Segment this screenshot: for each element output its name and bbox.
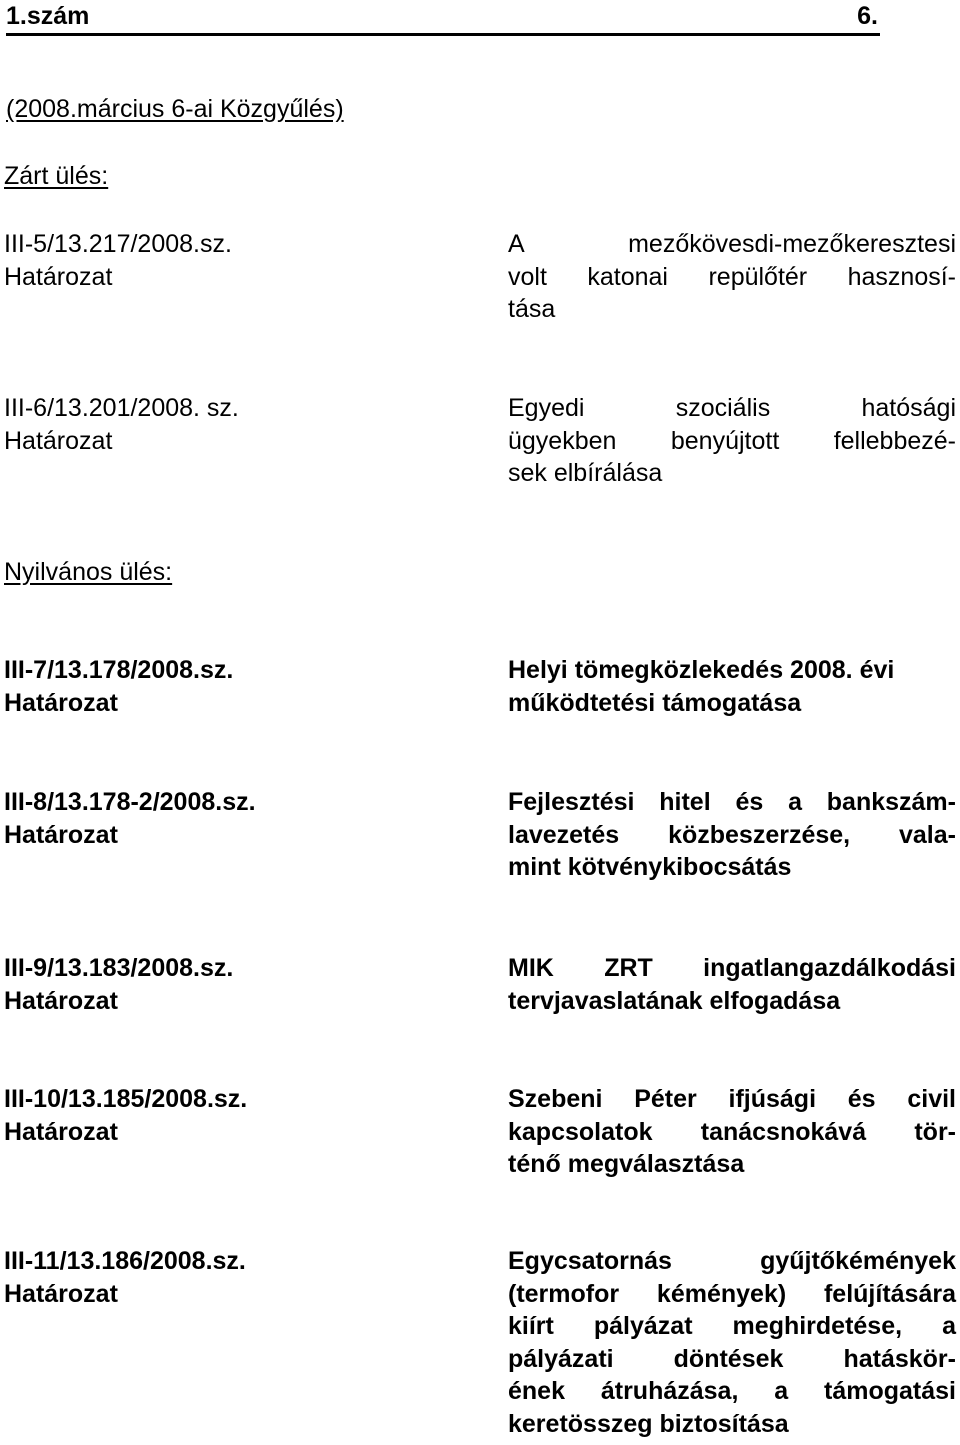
resolution-title xyxy=(508,654,956,719)
resolution-type: Határozat xyxy=(4,262,113,291)
resolution-number-block xyxy=(4,786,424,851)
page-number: 6. xyxy=(857,2,878,30)
resolution-number: III-11/13.186/2008.sz. xyxy=(4,1247,246,1275)
meeting-title: (2008.március 6-ai Közgyűlés) xyxy=(6,95,344,123)
resolution-type: Határozat xyxy=(4,1279,118,1308)
title-line: (termofor kémények) felújítására xyxy=(508,1279,956,1308)
resolution-number-block xyxy=(4,654,424,719)
resolution-number: III-5/13.217/2008.sz. xyxy=(4,230,232,258)
resolution-type: Határozat xyxy=(4,986,118,1015)
resolution-number-block xyxy=(4,228,424,293)
resolution-number-block xyxy=(4,952,424,1017)
resolution-number-block xyxy=(4,392,424,457)
resolution-title xyxy=(508,1245,956,1440)
resolution-title xyxy=(508,952,956,1017)
title-line: működtetési támogatása xyxy=(508,688,802,717)
resolution-type: Határozat xyxy=(4,820,118,849)
title-line: Fejlesztési hitel és a bankszám- xyxy=(508,788,956,816)
page-header xyxy=(6,2,880,36)
resolution-number: III-6/13.201/2008. sz. xyxy=(4,394,239,422)
resolution-title xyxy=(508,228,956,326)
resolution-number-block xyxy=(4,1083,424,1148)
resolution-number: III-10/13.185/2008.sz. xyxy=(4,1085,248,1113)
resolution-type: Határozat xyxy=(4,688,118,717)
resolution-number: III-8/13.178-2/2008.sz. xyxy=(4,788,256,816)
resolution-number: III-7/13.178/2008.sz. xyxy=(4,656,234,684)
title-line: kiírt pályázat meghirdetése, a xyxy=(508,1312,956,1340)
title-line: Helyi tömegközlekedés 2008. évi xyxy=(508,656,895,684)
title-line: ének átruházása, a támogatási xyxy=(508,1377,956,1405)
title-line: mint kötvénykibocsátás xyxy=(508,853,792,881)
public-session-heading: Nyilvános ülés: xyxy=(4,558,173,586)
resolution-title xyxy=(508,786,956,884)
title-line: ténő megválasztása xyxy=(508,1150,745,1178)
title-line: lavezetés közbeszerzése, vala- xyxy=(508,820,956,849)
title-line: ügyekben benyújtott fellebbezé- xyxy=(508,426,956,455)
title-line: volt katonai repülőtér hasznosí- xyxy=(508,262,956,291)
closed-session-heading: Zárt ülés: xyxy=(4,162,109,190)
resolution-title xyxy=(508,1083,956,1181)
title-line: kapcsolatok tanácsnokává tör- xyxy=(508,1117,956,1146)
resolution-number-block xyxy=(4,1245,424,1310)
title-line: sek elbírálása xyxy=(508,459,663,487)
resolution-type: Határozat xyxy=(4,1117,118,1146)
resolution-title xyxy=(508,392,956,490)
title-line: tervjavaslatának elfogadása xyxy=(508,986,841,1015)
title-line: keretösszeg biztosítása xyxy=(508,1409,789,1438)
resolution-type: Határozat xyxy=(4,426,113,455)
title-line: MIK ZRT ingatlangazdálkodási xyxy=(508,954,956,982)
resolution-number: III-9/13.183/2008.sz. xyxy=(4,954,234,982)
title-line: tása xyxy=(508,295,556,323)
title-line: Szebeni Péter ifjúsági és civil xyxy=(508,1085,956,1113)
title-line: Egycsatornás gyűjtőkémények xyxy=(508,1247,956,1275)
issue-number: 1.szám xyxy=(6,2,90,30)
title-line: A mezőkövesdi-mezőkeresztesi xyxy=(508,230,956,258)
title-line: pályázati döntések hatáskör- xyxy=(508,1344,956,1373)
title-line: Egyedi szociális hatósági xyxy=(508,394,956,422)
